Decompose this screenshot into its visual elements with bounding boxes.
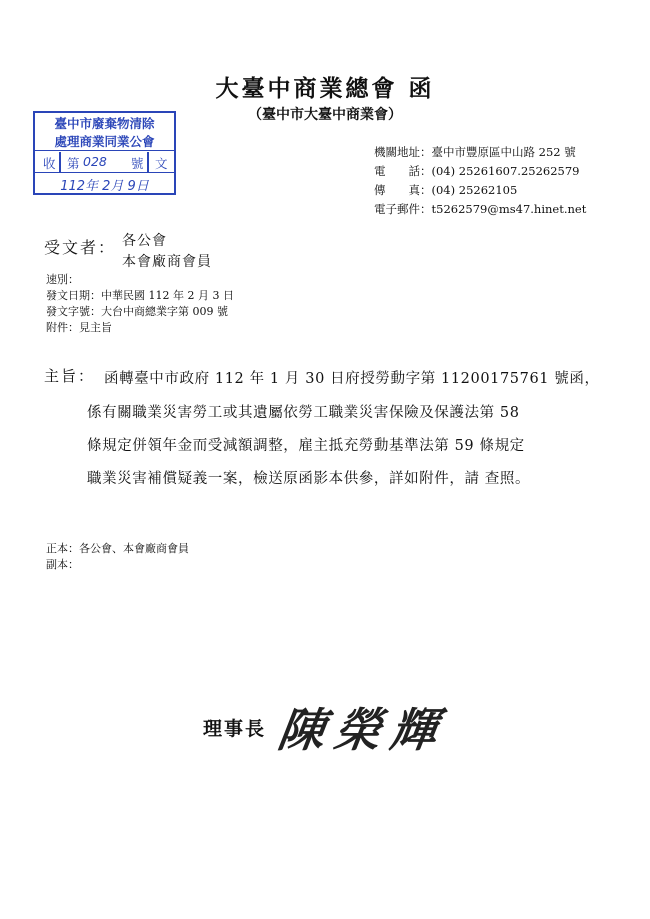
- document-number: 發文字號：大台中商總業字第 009 號: [46, 305, 228, 318]
- contact-email: [374, 200, 586, 219]
- document-subtitle: （臺中市大臺中商業會）: [248, 107, 402, 123]
- stamp-number-label: 第: [67, 156, 80, 171]
- stamp-org-line2: 處理商業同業公會: [35, 132, 174, 151]
- stamp-number: 028: [83, 154, 107, 169]
- receipt-stamp: [33, 111, 176, 195]
- stamp-org-line1: 臺中市廢棄物清除: [54, 116, 155, 131]
- phone-label: 電 話：: [374, 164, 432, 178]
- stamp-receive-label: 收: [43, 156, 56, 171]
- fax-value: (04) 25262105: [431, 183, 518, 197]
- subject-line: 職業災害補償疑義一案，檢送原函影本供參，詳如附件，請 查照。: [87, 471, 531, 487]
- recipient-line: 本會廠商會員: [122, 254, 212, 270]
- speed-field: 速別：: [46, 273, 79, 286]
- stamp-number-row: [35, 152, 174, 173]
- address-value: 臺中市豐原區中山路 252 號: [431, 145, 576, 159]
- recipient-label: 受文者：: [44, 238, 117, 257]
- stamp-doc-label: 文: [155, 156, 168, 171]
- signatory-title: 理事長: [203, 718, 267, 740]
- stamp-divider: [147, 152, 149, 173]
- contact-fax: [374, 181, 517, 200]
- copy-recipients: 副本：: [46, 558, 79, 571]
- subject-label: 主旨：: [44, 367, 96, 385]
- issue-date: 發文日期：中華民國 112 年 2 月 3 日: [46, 289, 234, 302]
- stamp-divider: [59, 152, 61, 173]
- address-label: 機關地址：: [374, 145, 432, 159]
- contact-phone: [374, 162, 579, 181]
- signature-name: 陳榮輝: [274, 703, 451, 757]
- recipient-line: 各公會: [122, 233, 167, 249]
- subject-line: 函轉臺中市政府 112 年 1 月 30 日府授勞動字第 11200175761 號函，: [104, 371, 600, 387]
- original-recipients: 正本：各公會、本會廠商會員: [46, 542, 189, 555]
- stamp-number-suffix: 號: [131, 156, 144, 171]
- email-value: t5262579@ms47.hinet.net: [431, 202, 587, 216]
- stamp-date: 112年 2月 9日: [60, 179, 149, 194]
- contact-address: [374, 143, 576, 162]
- subject-line: 條規定併領年金而受減額調整，雇主抵充勞動基準法第 59 條規定: [87, 438, 525, 454]
- email-label: 電子郵件：: [374, 202, 432, 216]
- subject-line: 係有關職業災害勞工或其遺屬依勞工職業災害保險及保護法第 58: [87, 405, 520, 421]
- fax-label: 傳 真：: [374, 183, 432, 197]
- attachment-field: 附件：見主旨: [46, 321, 112, 334]
- phone-value: (04) 25261607.25262579: [431, 164, 580, 178]
- document-title: 大臺中商業總會 函: [215, 75, 435, 102]
